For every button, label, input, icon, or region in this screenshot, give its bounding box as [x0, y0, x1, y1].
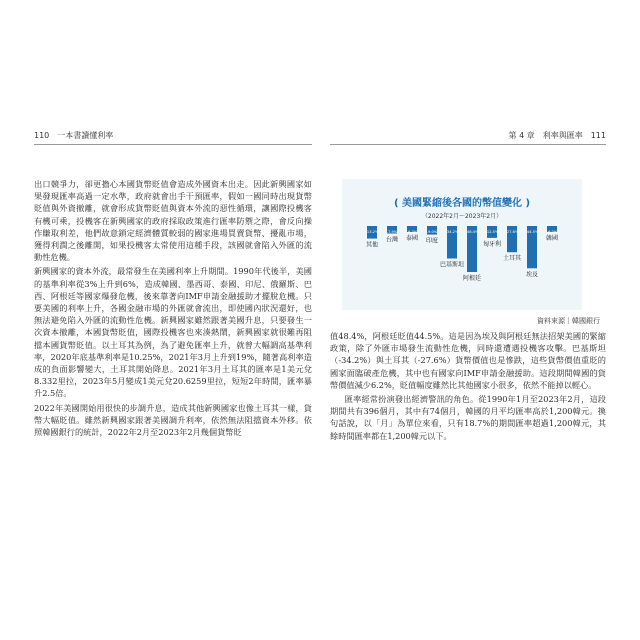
- bar-value-label: -44.5%: [525, 230, 539, 234]
- bar-value-label: -12.5%: [485, 230, 499, 234]
- bar-value-label: -34.2%: [445, 230, 459, 234]
- currency-change-chart: [342, 179, 582, 310]
- bar-value-label: -13.2%: [365, 230, 379, 234]
- header-rule-right: [330, 144, 606, 145]
- bar-value-label: -6.2%: [546, 230, 558, 234]
- category-label: 印度: [425, 237, 439, 245]
- bar-value-label: -7.9%: [386, 230, 398, 234]
- chart-source: 資料來源｜韓國銀行: [537, 317, 600, 325]
- bar-value-label: -27.6%: [505, 230, 519, 234]
- left-page-body: [34, 178, 312, 440]
- category-label: 匈牙利: [482, 240, 502, 248]
- header-rule-left: [34, 144, 312, 145]
- paragraph: 匯率經常扮演發出經濟警訊的角色。從1990年1月至2023年2月，這段期間共有396個月，其中有74個月，韓國的月平均匯率高於1,200韓元。換句話說，以「月」為單位來看，只有18.7%的期間匯率超過1,200韓元，其餘時間匯率都在1,200韓元以下。: [330, 394, 606, 441]
- paragraph: 新興國家的資本外流，最常發生在美國利率上升期間。1990年代後半，美國的基準利率從3%上升到6%，造成韓國、墨西哥、泰國、印尼、俄羅斯、巴西、阿根廷等國家爆發危機，後來靠著向IMF申請金融援助才擺脫危機。只要美國的利率上升，各國金融市場的外匯就會流出，即使國內狀況還好，也無法避免陷入外匯的流動性危機。新興國家雖然跟著美國升息，只要發生一次資本撤離，本國貨幣貶值，國際投機客也來湊熱鬧，新興國家就很難再阻擋本國貨幣貶值。以土耳其為例，為了避免匯率上升，就曾大幅調高基準利率，2020年底基準利率是10.25%，2021年3月上升到19%，隨著高利率造成的負面影響變大，土耳其開始降息。2021年3月土耳其的匯率是1美元兌8.332里拉，2023年5月變成1美元兌20.6259里拉，短短2年時間，匯率暴升2.5倍。: [34, 266, 312, 399]
- category-label: 巴基斯坦: [439, 261, 465, 269]
- category-label: 韓國: [545, 234, 559, 242]
- category-label: 台灣: [385, 236, 399, 244]
- category-label: 埃及: [525, 271, 539, 279]
- running-header-left: 110 一本書讀懂利率: [34, 131, 114, 140]
- bar-value-label: -6.3%: [406, 230, 418, 234]
- category-label: 其他: [365, 241, 379, 249]
- chart-subtitle: （2022年2月～2023年2月）: [421, 213, 503, 220]
- bar-value-label: -9.0%: [426, 230, 438, 234]
- right-page-body: [330, 330, 606, 444]
- paragraph: 值48.4%，阿根廷貶值44.5%。這是因為埃及與阿根廷無法招架美國的緊縮政策，除了外匯市場發生流動性危機，同時還遭遇投機客攻擊。巴基斯坦（-34.2%）與土耳其（-27.6%）貨幣價值也是慘跌，這些貨幣價值重貶的國家面臨破產危機，其中也有國家向IMF申請金融援助。這段期間韓國的貨幣價值減少6.2%，貶值幅度雖然比其他國家小很多，依然不能掉以輕心。: [330, 331, 606, 390]
- category-label: 土耳其: [502, 255, 522, 263]
- paragraph: 2022年美國開始用很快的步調升息，造成其他新興國家也像土耳其一樣，貨幣大幅貶值。雖然新興國家跟著美國調升利率，依然無法阻擋資本外移。依照韓國銀行的統計，2022年2月至2023年2月幾個貨幣貶: [34, 402, 312, 438]
- running-header-right: 第 4 章 利率與匯率 111: [508, 131, 606, 140]
- bar-chart: [342, 179, 582, 310]
- paragraph: 出口競爭力，卻更擔心本國貨幣貶值會造成外國資本出走。因此新興國家如果發現匯率高過一定水準，政府就會出手干預匯率，假如一國同時出現貨幣貶值與外資撤離，就會形成貨幣貶值與資本外流的惡性循環，讓國際投機客有機可乘，投機客在新興國家的政府採取政策進行匯率防禦之際，會反向操作賺取利差，他們故意鎖定經濟體質較弱的國家進場買賣貨幣、擾亂市場，獲得利潤之後離開，如果投機客太常使用這種手段，該國就會陷入外匯的流動性危機。: [34, 179, 312, 263]
- category-label: 泰國: [405, 234, 419, 242]
- chart-title: ( 美國緊縮後各國的幣值變化 ): [393, 198, 531, 209]
- category-label: 阿根廷: [462, 274, 482, 282]
- bar-value-label: -48.4%: [465, 230, 479, 234]
